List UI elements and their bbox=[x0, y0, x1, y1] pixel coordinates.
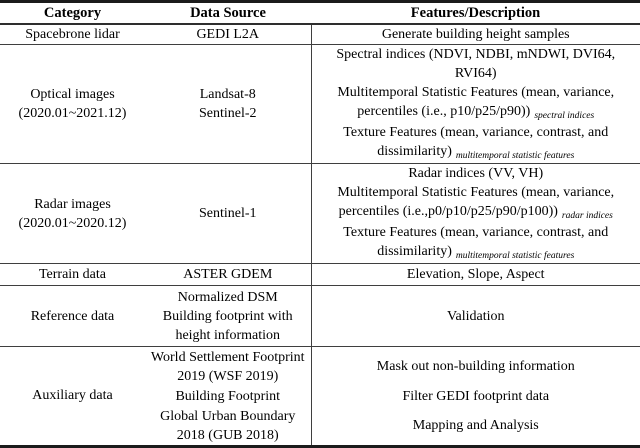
feature-subscript-note: multitemporal statistic features bbox=[455, 150, 575, 161]
feature-item: Texture Features (mean, variance, contrast, and dissimilarity) multitemporal statistic features bbox=[343, 125, 609, 161]
data-source-cell bbox=[145, 286, 311, 347]
data-source-cell bbox=[145, 264, 311, 286]
source-label: Sentinel-1 bbox=[198, 206, 257, 221]
category-cell bbox=[0, 45, 145, 164]
table-row-reference-data bbox=[0, 286, 640, 347]
category-cell bbox=[0, 264, 145, 286]
category-period: (2020.01~2020.12) bbox=[18, 215, 127, 231]
header-row bbox=[0, 2, 640, 25]
features-cell bbox=[311, 24, 640, 45]
features-cell bbox=[311, 286, 640, 347]
source-label: Global Urban Boundary 2018 (GUB 2018) bbox=[160, 408, 296, 443]
feature-item: Multitemporal Statistic Features (mean, variance, percentiles (i.e.,p0/p10/p25/p90/p100)) radar indices bbox=[337, 185, 615, 221]
category-label: Auxiliary data bbox=[32, 388, 113, 404]
features-cell bbox=[311, 45, 640, 164]
feature-item: Elevation, Slope, Aspect bbox=[406, 267, 545, 282]
feature-item: Filter GEDI footprint data bbox=[402, 389, 550, 404]
source-label: GEDI L2A bbox=[196, 27, 260, 42]
category-cell bbox=[0, 164, 145, 264]
source-label: ASTER GDEM bbox=[183, 267, 273, 282]
category-cell bbox=[0, 24, 145, 45]
feature-item: Radar indices (VV, VH) bbox=[408, 166, 544, 181]
features-cell bbox=[311, 264, 640, 286]
source-label: Building Footprint bbox=[175, 389, 281, 404]
feature-item: Validation bbox=[446, 308, 505, 324]
feature-item: Texture Features (mean, variance, contrast, and dissimilarity) multitemporal statistic features bbox=[343, 225, 609, 261]
data-source-cell bbox=[145, 387, 311, 407]
feature-subscript-note: multitemporal statistic features bbox=[455, 250, 575, 261]
column-header-category: Category bbox=[0, 2, 145, 25]
table-row-optical-images bbox=[0, 45, 640, 164]
category-label: Radar images bbox=[34, 196, 111, 212]
features-cell bbox=[311, 347, 640, 387]
data-source-cell bbox=[145, 347, 311, 387]
table-row-auxiliary-data bbox=[0, 347, 640, 387]
source-label: Building footprint with height information bbox=[162, 308, 293, 343]
column-header-data-source: Data Source bbox=[145, 2, 311, 25]
feature-item: Multitemporal Statistic Features (mean, variance, percentiles (i.e., p10/p25/p90)) spectral indices bbox=[337, 85, 615, 121]
feature-item: Mapping and Analysis bbox=[412, 418, 539, 433]
column-header-features-description: Features/Description bbox=[311, 2, 640, 25]
source-label: World Settlement Footprint 2019 (WSF 2019) bbox=[150, 349, 305, 384]
features-cell bbox=[311, 164, 640, 264]
feature-subscript-note: radar indices bbox=[561, 210, 613, 221]
features-cell bbox=[311, 407, 640, 447]
table-row-radar-images bbox=[0, 164, 640, 264]
category-cell bbox=[0, 347, 145, 447]
category-label: Terrain data bbox=[38, 267, 107, 282]
data-source-cell bbox=[145, 164, 311, 264]
table-row-terrain-data bbox=[0, 264, 640, 286]
category-cell bbox=[0, 286, 145, 347]
features-cell bbox=[311, 387, 640, 407]
feature-item: Generate building height samples bbox=[381, 27, 570, 42]
category-label: Optical images bbox=[30, 87, 115, 102]
source-label: Landsat-8 bbox=[199, 87, 256, 102]
table-row-spaceborne-lidar bbox=[0, 24, 640, 45]
data-source-cell bbox=[145, 407, 311, 447]
category-label: Spacebrone lidar bbox=[25, 27, 120, 42]
feature-item: Spectral indices (NDVI, NDBI, mNDWI, DVI64, RVI64) bbox=[336, 47, 616, 81]
feature-subscript-note: spectral indices bbox=[534, 110, 595, 121]
feature-item: Mask out non-building information bbox=[376, 359, 575, 375]
data-source-cell bbox=[145, 24, 311, 45]
category-label: Reference data bbox=[30, 308, 115, 324]
source-label: Sentinel-2 bbox=[198, 106, 257, 121]
source-label: Normalized DSM bbox=[177, 289, 278, 305]
category-period: (2020.01~2021.12) bbox=[18, 106, 127, 121]
data-source-cell bbox=[145, 45, 311, 164]
